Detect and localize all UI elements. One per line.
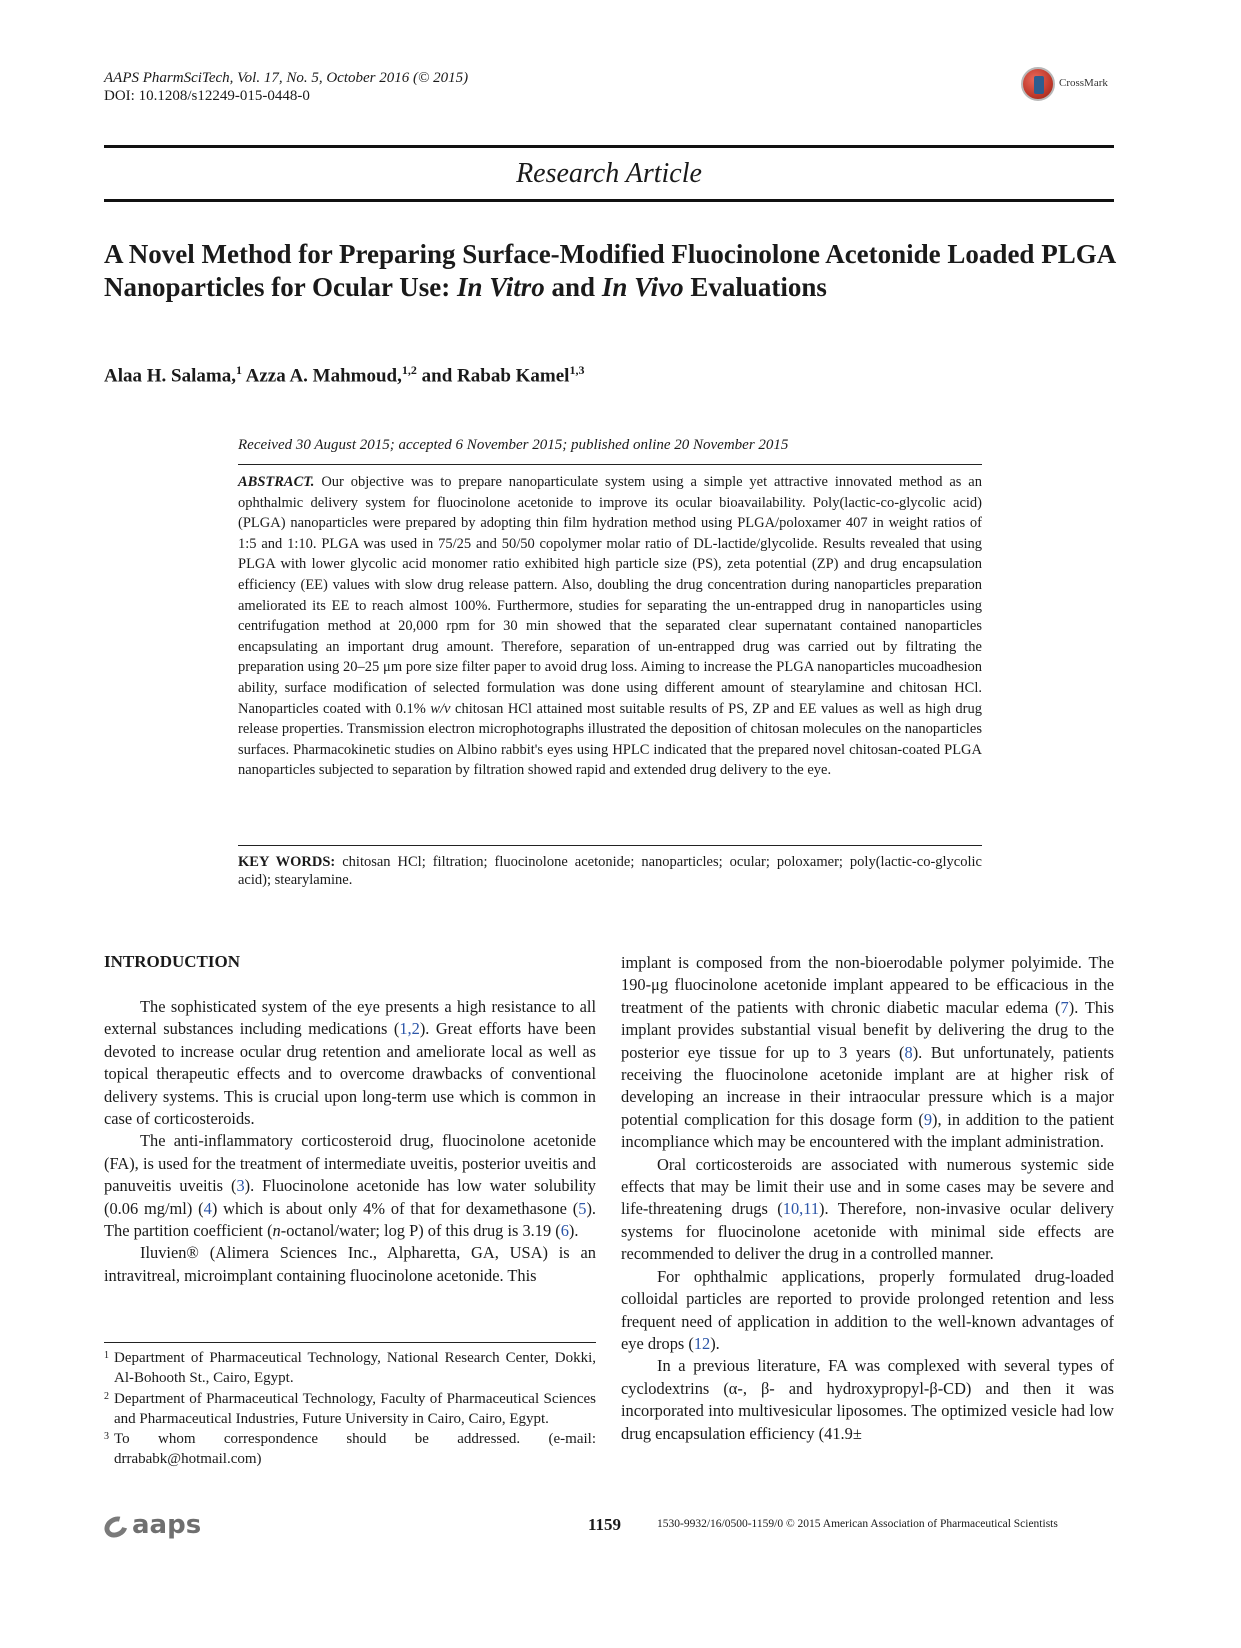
crossmark-icon (1021, 67, 1055, 101)
citation-link[interactable]: 12 (693, 1333, 711, 1353)
author-list (104, 363, 584, 387)
paragraph: The anti-inflammatory corticosteroid drug, fluocinolone acetonide (FA), is used for the treatment of intermediate uveitis, posterior uveitis and panuveitis uveitis (3). Fluocinolone acetonide has low water solubility (0.06 mg/ml) (4) which is about only 4% of that for dexamethasone (5). The partition coefficient (n-octanol/water; log P) of this drug is 3.19 (6). (104, 1131, 596, 1241)
citation-link[interactable]: 10,11 (782, 1199, 820, 1219)
abstract-rule-top (238, 464, 982, 465)
paragraph: In a previous literature, FA was complexed with several types of cyclodextrins (α-, β- and hydroxypropyl-β-CD) and then it was incorporated into multivesicular liposomes. The optimized vesicle had low drug encapsulation efficiency (41.9± (621, 1356, 1114, 1443)
author-name: Azza A. Mahmoud, (241, 365, 402, 387)
copyright-line: 1530-9932/16/0500-1159/0 © 2015 American Association of Pharmaceutical Scientists (657, 1518, 1058, 1530)
left-column (104, 996, 596, 1287)
footnotes (104, 1348, 596, 1470)
citation-link[interactable]: 1,2 (399, 1019, 420, 1039)
journal-citation: AAPS PharmSciTech, Vol. 17, No. 5, October 2016 (© 2015) (104, 70, 469, 86)
citation-link[interactable]: 9 (923, 1109, 933, 1129)
footnote: 2 Department of Pharmaceutical Technology, Faculty of Pharmaceutical Sciences and Pharmaceutical Industries, Future University in Cairo, Cairo, Egypt. (104, 1390, 596, 1427)
citation-link[interactable]: 3 (236, 1176, 245, 1196)
citation-link[interactable]: 6 (560, 1221, 569, 1241)
paragraph: Iluvien® (Alimera Sciences Inc., Alpharetta, GA, USA) is an intravitreal, microimplant containing fluocinolone acetonide. This (104, 1243, 596, 1285)
article-title: A Novel Method for Preparing Surface-Modified Fluocinolone Acetonide Loaded PLGA Nanoparticles for Ocular Use: In Vitro and In Vivo Evaluations (104, 239, 1115, 302)
crossmark-badge[interactable] (1021, 67, 1121, 103)
paragraph: Oral corticosteroids are associated with numerous systemic side effects that may be limit their use and in some cases may be severe and life-threatening drugs (10,11). Therefore, non-invasive ocular delivery systems for fluocinolone acetonide with minimal side effects are recommended to deliver the drug in a controlled manner. (621, 1154, 1114, 1264)
crossmark-label: CrossMark (1059, 77, 1108, 89)
aaps-swoosh-icon (101, 1512, 132, 1541)
aaps-logo (104, 1512, 204, 1542)
abstract-rule-bottom (238, 845, 982, 846)
citation-link[interactable]: 7 (1060, 997, 1069, 1017)
aaps-logo-text: aaps (132, 1510, 202, 1540)
author-affiliation: 1 (235, 363, 242, 377)
footnote-rule (104, 1342, 596, 1343)
author-name: and Rabab Kamel (416, 365, 570, 387)
section-heading-introduction: INTRODUCTION (104, 952, 241, 971)
abstract-label: ABSTRACT. (238, 474, 315, 490)
received-dates: Received 30 August 2015; accepted 6 November 2015; published online 20 November 2015 (238, 437, 789, 453)
paragraph: The sophisticated system of the eye presents a high resistance to all external substances including medications (1,2). Great efforts have been devoted to increase ocular drug retention and ameliorate local as well as topical therapeutic effects and to overcome drawbacks of conventional delivery systems. This is crucial upon long-term use which is common in case of corticosteroids. (104, 997, 596, 1129)
citation-link[interactable]: 8 (904, 1042, 913, 1062)
right-column (621, 952, 1114, 1445)
keywords: KEY WORDS: chitosan HCl; filtration; fluocinolone acetonide; nanoparticles; ocular; poloxamer; poly(lactic-co-glycolic acid); stearylamine. (238, 854, 982, 888)
keywords-label: KEY WORDS: (238, 854, 336, 870)
doi: DOI: 10.1208/s12249-015-0448-0 (104, 88, 310, 104)
abstract: ABSTRACT. Our objective was to prepare nanoparticulate system using a simple yet attractive innovated method as an ophthalmic delivery system for fluocinolone acetonide to improve its ocular bioavailability. Poly(lactic-co-glycolic acid) (PLGA) nanoparticles were prepared by adopting thin film hydration method using PLGA/poloxamer 407 in weight ratios of 1:5 and 1:10. PLGA was used in 75/25 and 50/50 copolymer molar ratio of DL-lactide/glycolide. Results revealed that using PLGA with lower glycolic acid monomer ratio exhibited high particle size (PS), zeta potential (ZP) and drug encapsulation efficiency (EE) values with slow drug release pattern. Also, doubling the drug concentration during nanoparticles preparation ameliorated its EE to reach almost 100%. Furthermore, studies for separating the un-entrapped drug in nanoparticles using centrifugation method at 20,000 rpm for 30 min showed that the separated clear supernatant contained nanoparticles encapsulating an important drug amount. Therefore, separation of un-entrapped drug was carried out by filtrating the preparation using 20–25 μm pore size filter paper to avoid drug loss. Aiming to increase the PLGA nanoparticles mucoadhesion ability, surface modification of selected formulation was done using different amount of stearylamine and chitosan HCl. Nanoparticles coated with 0.1% w/v chitosan HCl attained most suitable results of PS, ZP and EE values as well as high drug release properties. Transmission electron microphotographs illustrated the deposition of chitosan molecules on the nanoparticles surfaces. Pharmacokinetic studies on Albino rabbit's eyes using HPLC indicated that the prepared novel chitosan-coated PLGA nanoparticles subjected to separation by filtration showed rapid and extended drug delivery to the eye. (238, 474, 982, 779)
footnote: 1 Department of Pharmaceutical Technology, National Research Center, Dokki, Al-Bohooth St., Cairo, Egypt. (104, 1350, 596, 1387)
article-type: Research Article (516, 158, 702, 189)
paragraph: For ophthalmic applications, properly formulated drug-loaded colloidal particles are reported to provide prolonged retention and less frequent need of application in addition to the well-known advantages of eye drops (12). (621, 1266, 1114, 1353)
author-affiliation: 1,2 (401, 363, 417, 377)
header-rule-bottom (104, 199, 1114, 202)
author-affiliation: 1,3 (569, 363, 585, 377)
citation-link[interactable]: 4 (203, 1198, 212, 1218)
paragraph: implant is composed from the non-bioerodable polymer polyimide. The 190-μg fluocinolone acetonide implant appeared to be efficacious in the treatment of the patients with chronic diabetic macular edema (7). This implant provides substantial visual benefit by delivering the drug to the posterior eye tissue for up to 3 years (8). But unfortunately, patients receiving the fluocinolone acetonide implant are at higher risk of developing an increase in their intraocular pressure which is a major potential complication for this dosage form (9), in addition to the patient incompliance which may be encountered with the implant administration. (621, 953, 1115, 1152)
page-number: 1159 (588, 1515, 622, 1534)
footnote: 3 To whom correspondence should be addressed. (e-mail: drrababk@hotmail.com) (104, 1431, 596, 1468)
header-rule-top (104, 145, 1114, 148)
citation-link[interactable]: 5 (578, 1198, 587, 1218)
author-name: Alaa H. Salama, (104, 365, 236, 387)
